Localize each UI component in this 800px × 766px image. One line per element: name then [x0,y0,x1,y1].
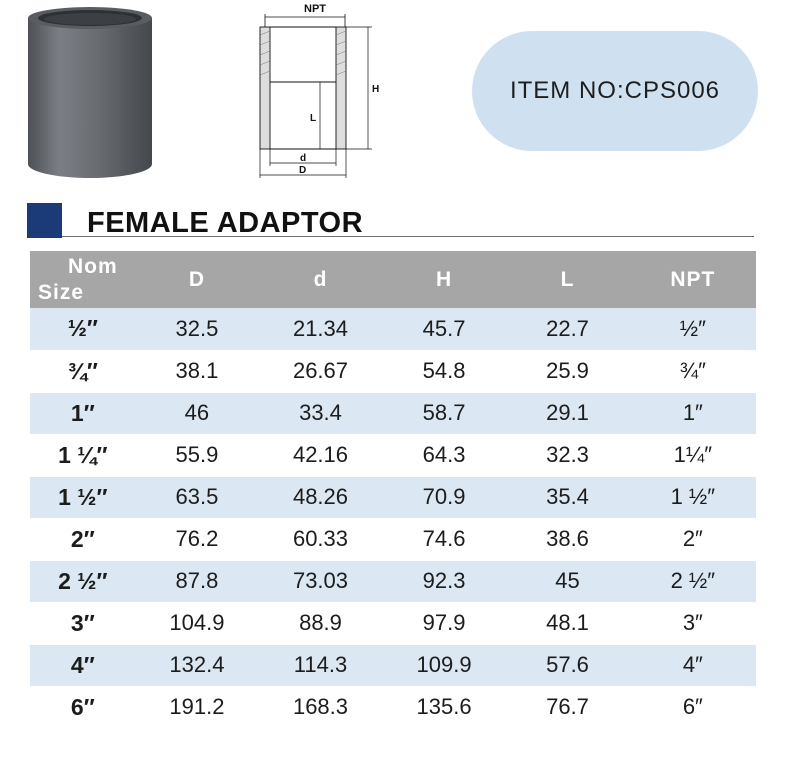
cell-l: 48.1 [505,602,629,644]
dimension-table [30,251,756,729]
page-title: FEMALE ADAPTOR [87,207,364,239]
drawing-label-npt: NPT [304,3,326,15]
cell-nom-size: 1 ½″ [30,476,136,518]
header-nom-size [30,251,136,308]
cell-l: 32.3 [505,434,629,476]
cell-npt: 2 ½″ [630,560,756,602]
cell-h: 70.9 [383,476,506,518]
cell-d-large: 32.5 [136,308,259,350]
cell-d-small: 48.26 [258,476,383,518]
cell-d-small: 73.03 [258,560,383,602]
header-size: Size [38,280,85,304]
cell-h: 45.7 [383,308,506,350]
cell-h: 54.8 [383,350,506,392]
item-number-badge [472,31,758,151]
cell-d-large: 55.9 [136,434,259,476]
cell-d-large: 38.1 [136,350,259,392]
table-row [30,602,756,644]
cell-npt: 1″ [630,392,756,434]
cell-h: 97.9 [383,602,506,644]
drawing-label-d-large: D [299,165,307,176]
cell-npt: 6″ [630,686,756,728]
cell-h: 74.6 [383,518,506,560]
cell-d-small: 21.34 [258,308,383,350]
female-adaptor-photo [22,4,158,180]
header-l: L [560,267,575,291]
cell-d-large: 46 [136,392,259,434]
table-row [30,476,756,518]
cell-d-large: 87.8 [136,560,259,602]
table-row [30,560,756,602]
cell-d-large: 132.4 [136,644,259,686]
cell-l: 76.7 [505,686,629,728]
header-d-large: D [188,267,205,291]
cell-h: 58.7 [383,392,506,434]
cell-nom-size: ½″ [30,308,136,350]
cell-npt: 4″ [630,644,756,686]
cell-nom-size: 2″ [30,518,136,560]
cell-nom-size: 2 ½″ [30,560,136,602]
dimension-drawing [248,0,398,185]
cell-npt: 2″ [630,518,756,560]
cell-h: 109.9 [383,644,506,686]
cell-nom-size: 6″ [30,686,136,728]
item-number-text: ITEM NO:CPS006 [509,77,721,104]
table-row [30,644,756,686]
cell-l: 45 [505,560,629,602]
cell-d-large: 191.2 [136,686,259,728]
cell-npt: ½″ [630,308,756,350]
cell-nom-size: 1 ¼″ [30,434,136,476]
cell-d-small: 168.3 [258,686,383,728]
cell-nom-size: 3″ [30,602,136,644]
header-nom: Nom [68,254,118,278]
cell-npt: 1 ½″ [630,476,756,518]
cell-h: 64.3 [383,434,506,476]
cell-h: 92.3 [383,560,506,602]
table-row [30,686,756,728]
cell-d-large: 104.9 [136,602,259,644]
cell-d-large: 63.5 [136,476,259,518]
table-row [30,434,756,476]
cell-d-small: 26.67 [258,350,383,392]
cell-d-small: 114.3 [258,644,383,686]
header-npt: NPT [670,267,716,291]
table-row [30,392,756,434]
cell-d-small: 60.33 [258,518,383,560]
title-marker [27,203,62,238]
table-body [30,308,756,728]
drawing-label-h: H [372,84,380,95]
drawing-label-d-small: d [300,153,307,164]
cell-npt: 3″ [630,602,756,644]
cell-l: 38.6 [505,518,629,560]
cell-d-small: 42.16 [258,434,383,476]
cell-l: 57.6 [505,644,629,686]
cell-nom-size: ¾″ [30,350,136,392]
table-row [30,518,756,560]
cell-l: 35.4 [505,476,629,518]
cell-npt: ¾″ [630,350,756,392]
table-header-row [30,251,756,308]
header-h: H [435,267,453,291]
cell-nom-size: 4″ [30,644,136,686]
cell-l: 29.1 [505,392,629,434]
cell-d-large: 76.2 [136,518,259,560]
cell-h: 135.6 [383,686,506,728]
table-row [30,308,756,350]
title-divider [62,236,754,237]
cell-d-small: 88.9 [258,602,383,644]
cell-l: 25.9 [505,350,629,392]
table-row [30,350,756,392]
drawing-label-l: L [310,113,317,124]
cell-l: 22.7 [505,308,629,350]
header-d-small: d [313,267,328,291]
cell-nom-size: 1″ [30,392,136,434]
cell-npt: 1¼″ [630,434,756,476]
cell-d-small: 33.4 [258,392,383,434]
